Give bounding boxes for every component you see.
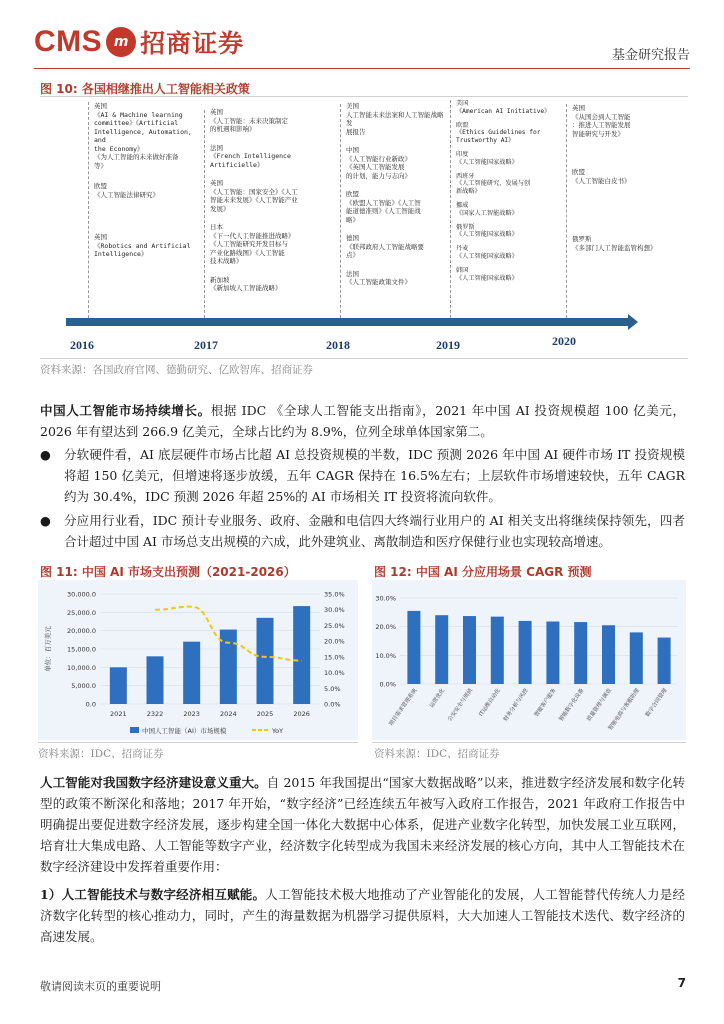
policy-entry: 英国 《人工智能：未来决策制定 的机遇和影响》 xyxy=(210,108,288,133)
logo-cms-text: CMS xyxy=(34,25,103,58)
bar-2023 xyxy=(183,642,200,704)
figure10-bottom-rule xyxy=(40,358,688,359)
policy-entry: 新加坡 《新加坡人工智能战略》 xyxy=(210,275,282,292)
y-tick-label: 10,000.0 xyxy=(67,663,96,672)
y2-tick-label: 5.0% xyxy=(324,684,341,693)
y2-tick-label: 30.0% xyxy=(324,606,345,615)
timeline-year: 2016 xyxy=(70,338,94,352)
cms-logo xyxy=(34,22,244,62)
policy-entry: 韩国 《人工智能国家战略》 xyxy=(456,266,518,282)
bar-6 xyxy=(574,622,587,684)
bar-0 xyxy=(407,611,420,684)
x-tick-label: 2025 xyxy=(256,710,274,718)
y-tick-label: 5,000.0 xyxy=(71,682,96,691)
policy-entry: 俄罗斯 《多部门人工智能监管构想》 xyxy=(572,235,657,252)
page-number: 7 xyxy=(677,976,686,990)
figure11-source: 资料来源：IDC、招商证券 xyxy=(38,748,164,760)
bar-2025 xyxy=(257,618,274,704)
x-tick-label: 2024 xyxy=(220,710,237,718)
bar-5 xyxy=(546,622,559,684)
paragraph-body: 人工智能技术极大地推动了产业智能化的发展，人工智能替代传统人力是经济数字化转型的核心推动力，同时，产生的海量数据为机器学习提供原料，大大加速人工智能技术迭代、数字经济的高速发展。 xyxy=(40,887,685,944)
timeline-column-2016 xyxy=(94,102,202,269)
policy-entry: 欧盟 《人工智能白皮书》 xyxy=(572,168,631,185)
bar-8 xyxy=(630,632,643,684)
policy-entry: 德国 《联邦政府人工智能战略要 点》 xyxy=(346,234,424,259)
figure10-title: 图 10: 各国相继推出人工智能相关政策 xyxy=(40,82,250,96)
timeline-dash-2019 xyxy=(450,100,451,318)
bullet-dot-icon: ● xyxy=(40,447,51,462)
logo-badge-icon: m xyxy=(106,27,136,57)
timeline-axis xyxy=(66,318,628,326)
bar-2026 xyxy=(293,606,310,704)
figure12-rule xyxy=(372,742,686,743)
policy-entry: 挪威 《国家人工智能战略》 xyxy=(456,201,518,217)
policy-entry: 欧盟 《人工智能法律研究》 xyxy=(94,182,159,199)
bar-1 xyxy=(435,615,448,684)
y-tick-label: 0.0% xyxy=(379,680,396,689)
figure11-rule xyxy=(38,742,358,743)
timeline-year: 2020 xyxy=(552,334,576,348)
paragraph-body: 根据 IDC 《全球人工智能支出指南》，2021 年中国 AI 投资规模超 100 亿美元，2026 年有望达到 266.9 亿美元，全球占比约为 8.9%，位列全球单体国家第二。 xyxy=(40,403,685,439)
footer-disclaimer: 敬请阅读末页的重要说明 xyxy=(40,980,161,993)
bar-9 xyxy=(658,638,671,684)
y2-tick-label: 25.0% xyxy=(324,621,345,630)
policy-entry: 英国 《AI & Machine learning committee》《Artificial Intelligence, Automation, and the Economy》 《为人工智能的未来做好准备 等》 xyxy=(94,102,192,170)
x-tick-label: 智能数字化设备 xyxy=(558,687,586,723)
y2-tick-label: 35.0% xyxy=(324,590,345,599)
bullet-text: 分软硬件看，AI 底层硬件市场占比超 AI 总投资规模的半数，IDC 预测 2026 年中国 AI 硬件市场 IT 投资规模将超 150 亿美元，但增速将逐步放缓，五年 CAGR 保持在 16.5%左右；上层软件市场增速较快，五年 CAGR 约为 30.4%，IDC 预测 2026 年超 25%的 AI 市场相关 IT 投资将流向软件。 xyxy=(64,447,685,504)
x-tick-label: IT运维自动化 xyxy=(478,687,502,718)
bullet-dot-icon: ● xyxy=(40,513,51,528)
figure10-top-rule xyxy=(40,96,688,97)
y-tick-label: 15,000.0 xyxy=(67,645,96,654)
x-tick-label: 数字合同管理 xyxy=(644,687,669,719)
legend-label-bars: 中国人工智能（AI）市场规模 xyxy=(142,727,227,735)
policy-entry: 西班牙 《人工智能研究、发展与创 新战略》 xyxy=(456,172,531,196)
x-tick-label: 项目需求管理系统 xyxy=(388,687,419,728)
timeline-year: 2018 xyxy=(326,338,350,352)
x-tick-label: 质量管理与调查 xyxy=(586,687,614,723)
x-tick-label: 公安安全与刑侦 xyxy=(447,687,475,723)
figure11-title: 图 11: 中国 AI 市场支出预测（2021-2026） xyxy=(40,565,296,579)
logo-company-name: 招商证券 xyxy=(140,29,245,58)
policy-entry: 美国 《American AI Initiative》 xyxy=(456,100,551,115)
policy-entry: 丹麦 《人工智能国家战略》 xyxy=(456,245,518,260)
timeline-year: 2019 xyxy=(436,338,460,352)
figure12-title: 图 12: 中国 AI 分应用场景 CAGR 预测 xyxy=(374,565,592,579)
policy-entry: 俄罗斯 《人工智能国家战略》 xyxy=(456,223,518,239)
paragraph-digital-economy xyxy=(40,772,685,877)
y-tick-label: 10.0% xyxy=(375,651,396,660)
figure12-source: 资料来源：IDC、招商证券 xyxy=(374,748,500,760)
x-tick-label: 2322 xyxy=(146,710,164,718)
bar-2021 xyxy=(110,667,127,704)
y-tick-label: 25,000.0 xyxy=(67,608,96,617)
figure10-source: 资料来源：各国政府官网、德勤研究、亿欧智库、招商证券 xyxy=(40,364,313,376)
legend-label-yoy: YoY xyxy=(272,727,284,735)
policy-entry: 法国 《French Intelligence Artificielle》 xyxy=(210,143,291,169)
paragraph-market-growth xyxy=(40,400,685,442)
x-tick-label: 智能客户服务 xyxy=(533,687,558,719)
timeline-dash-2020 xyxy=(566,104,567,318)
policy-entry: 英国 《Robotics and Artificial Intelligence》 xyxy=(94,233,191,258)
policy-entry: 欧盟 《欧盟人工智能》《人工智 能道德准则》《人工智能战 略》 xyxy=(346,190,421,224)
timeline-column-2017 xyxy=(210,108,334,303)
policy-entry: 欧盟 《Ethics Guidelines for Trustworthy AI》 xyxy=(456,121,541,145)
bar-7 xyxy=(602,625,615,684)
x-tick-label: 2026 xyxy=(293,710,310,718)
bullet-hardware-software xyxy=(40,444,685,507)
timeline-dash-2018 xyxy=(340,104,341,318)
y-axis-label: 单位：百万美元 xyxy=(44,626,52,672)
y-tick-label: 0.0 xyxy=(85,700,96,709)
policy-entry: 英国 《从国会到人工智能 ：推进人工智能发展 智能研究与开发》 xyxy=(572,104,631,138)
y-tick-label: 30.0% xyxy=(375,594,396,603)
bar-3 xyxy=(491,617,504,684)
policy-entry: 美国 人工智能未来法案和人工智能战略发 展报告 xyxy=(346,102,444,136)
bullet-text: 分应用行业看，IDC 预计专业服务、政府、金融和电信四大终端行业用户的 AI 相关支出将继续保持领先，四者合计超过中国 AI 市场总支出规模的六成，此外建筑业、离散制造和医疗保健行业也实现较高增速。 xyxy=(64,513,685,549)
timeline-dash-2017 xyxy=(204,110,205,318)
report-type: 基金研究报告 xyxy=(611,48,690,63)
x-tick-label: 财务分析与风控 xyxy=(502,687,530,723)
paragraph-lead: 人工智能对我国数字经济建设意义重大。 xyxy=(40,775,267,790)
policy-entry: 日本 《下一代人工智能推进战略》 《人工智能研究开发目标与 产业化路线图》《人工智能 技术战略》 xyxy=(210,223,295,265)
timeline-column-2018 xyxy=(346,102,446,297)
bullet-industries xyxy=(40,510,685,552)
y2-tick-label: 10.0% xyxy=(324,669,345,678)
y2-tick-label: 20.0% xyxy=(324,637,345,646)
figure11-chart xyxy=(38,580,358,740)
bar-2322 xyxy=(147,656,164,704)
legend-swatch-bars xyxy=(130,727,139,733)
timeline-column-2019 xyxy=(456,100,562,282)
x-tick-label: 2021 xyxy=(110,710,127,718)
paragraph-lead: 中国人工智能市场持续增长。 xyxy=(40,403,211,418)
timeline-year: 2017 xyxy=(194,338,218,352)
policy-entry: 印度 《人工智能国家战略》 xyxy=(456,150,518,166)
x-tick-label: 运营优化 xyxy=(428,687,447,710)
paragraph-mutual-empowerment xyxy=(40,884,685,947)
timeline-dash-2016 xyxy=(88,102,89,318)
y-tick-label: 20.0% xyxy=(375,623,396,632)
page-header xyxy=(34,22,690,66)
y-tick-label: 30,000.0 xyxy=(67,590,96,599)
x-tick-label: 智能电商与客服助理 xyxy=(607,687,641,732)
y2-tick-label: 15.0% xyxy=(324,653,345,662)
y2-tick-label: 0.0% xyxy=(324,700,341,709)
policy-entry: 法国 《人工智能政策文件》 xyxy=(346,269,411,286)
figure12-chart xyxy=(372,580,686,740)
policy-entry: 中国 《人工智能行业新政》 《英国人工智能发展 的计划，能力与志向》 xyxy=(346,146,411,180)
paragraph-lead: 1）人工智能技术与数字经济相互赋能。 xyxy=(40,887,266,902)
bar-2 xyxy=(463,616,476,684)
policy-entry: 英国 《人工智能：国家安全》《人工 智能未来发展》《人工智能产业 发展》 xyxy=(210,179,298,213)
paragraph-body: 自 2015 年我国提出“国家大数据战略”以来，推进数字经济发展和数字化转型的政策不断深化和落地；2017 年开始，“数字经济”已经连续五年被写入政府工作报告，2021 年政府工作报告中明确提出要促进数字经济发展，逐步构建全国一体化大数据中心体系，促进产业数字化转型，加快发展工业互联网，培育壮大集成电路、人工智能等数字产业，经济数字化转型成为我国未来经济发展的核心方向，其中人工智能技术在数字经济建设中发挥着重要作用： xyxy=(40,775,685,874)
y-tick-label: 20,000.0 xyxy=(67,627,96,636)
header-divider xyxy=(34,68,690,69)
x-tick-label: 2023 xyxy=(183,710,200,718)
timeline-column-2020 xyxy=(572,104,688,262)
bar-4 xyxy=(519,621,532,684)
